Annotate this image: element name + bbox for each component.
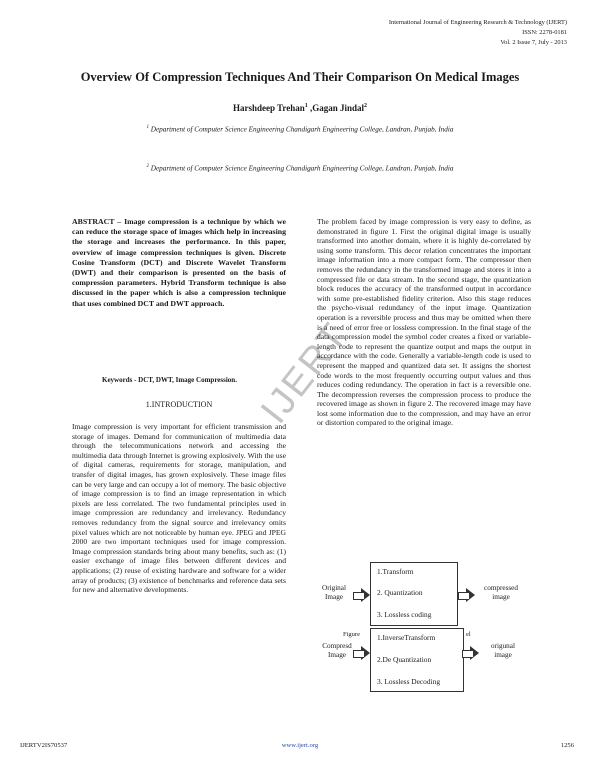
paper-title: Overview Of Compression Techniques And Their Comparison On Medical Images [80, 70, 520, 84]
diagram1-input-line1: Original [322, 584, 346, 592]
paper-id: IJERTV2IS70537 [20, 742, 68, 749]
author-line [0, 103, 600, 113]
keywords: Keywords - DCT, DWT, Image Compression. [102, 376, 237, 384]
diagram2-output-label [480, 642, 526, 660]
section-heading-introduction: 1.INTRODUCTION [145, 400, 213, 409]
step-transform: 1.Transform [377, 567, 414, 576]
diagram2-input-line1: Compresd [322, 642, 352, 650]
affiliation-2-text: Department of Computer Science Engineering Chandigarh Engineering College, Landran, Punjab, India [148, 164, 454, 173]
step-de-quantization: 2.De Quantization [377, 655, 432, 664]
affiliation-1-sup: 1 [146, 125, 149, 130]
author-1: Harshdeep Trehan [232, 103, 305, 113]
step-quantization: 2. Quantization [377, 588, 423, 597]
author-2: Gagan Jindal [312, 103, 365, 113]
arrow-right-icon [361, 646, 370, 660]
figure-caption-right: el [466, 631, 471, 638]
diagram1-output-line2: image [492, 593, 510, 601]
author-2-sup: 2 [364, 103, 368, 109]
compression-steps-box [370, 562, 458, 626]
affiliation-2 [0, 164, 600, 172]
step-lossless-coding: 3. Lossless coding [377, 610, 432, 619]
watermark: IJERT [253, 315, 357, 432]
diagram1-input-label [314, 584, 354, 602]
diagram2-output-line2: image [494, 651, 512, 659]
right-column-text: The problem faced by image compression is very easy to define, as demonstrated in figure 1. First the original digital image is usually transformed into another domain, where it is highly de-correlated by using some transform. This decor relation concentrates the important image information into a more compact form. The compressor then removes the redundancy in the transformed image and stores it into a compressed file or data stream. In the second stage, the quantization block reduces the accuracy of the transformed output in accordance with some pre-established fidelity criterion. Also this stage reduces the psycho-visual redundancy of the input image. Quantization operation is a reversible process and thus may be omitted when there is a need of error free or lossless compression. In the final stage of the data compression model the symbol coder creates a fixed or variable-length code to represent the quantize output and maps the output in accordance with the code. Generally a variable-length code is used to represent the mapped and quantized data set. It assigns the shortest code words to the most frequently occurring output values and thus reduces coding redundancy. The operation in fact is a reversible one. The decompression reverses the compression process to produce the recovered image as shown in figure 2. The recovered image may have lost some information due to the compression, and may have an error or distortion compared to the original image. [317, 217, 531, 428]
decompression-steps-box [370, 628, 464, 692]
affiliation-2-sup: 2 [146, 164, 149, 169]
journal-website-link[interactable]: www.ijert.org [281, 742, 319, 749]
affiliation-1-text: Department of Computer Science Engineering Chandigarh Engineering College, Landran, Punjab, India [148, 125, 454, 134]
issn: ISSN: 2278-0181 [522, 29, 567, 36]
figure-caption-left: Figure [343, 631, 360, 638]
diagram2-input-line2: Image [328, 651, 346, 659]
affiliation-1 [0, 125, 600, 133]
author-1-sup: 1 [304, 103, 308, 109]
step-inverse-transform: 1.InverseTransform [377, 633, 436, 642]
introduction-text: Image compression is very important for efficient transmission and storage of images. Demand for communication of multimedia data through the telecommunications network and accessing the multimedia data through Internet is growing explosively. With the use of digital cameras, requirements for storage, manipulation, and transfer of digital images, has grown explosively. These image files can be very large and can occupy a lot of memory. The basic objective of image compression is to find an image representation in which pixels are less correlated. The two fundamental principles used in image compression are redundancy and irrelevancy. Redundancy removes redundancy from the signal source and irrelevancy omits pixel values which are not noticeable by human eye. JPEG and JPEG 2000 are two important techniques used for image compression. Image compression standards bring about many benefits, such as: (1) easier exchange of image files between different devices and applications; (2) reuse of existing hardware and software for a wider array of products; (3) existence of benchmarks and reference data sets for new and alternative developments. [72, 422, 286, 595]
volume-issue: Vol. 2 Issue 7, July - 2013 [500, 39, 567, 46]
step-lossless-decoding: 3. Lossless Decoding [377, 677, 441, 686]
diagram1-output-label [474, 584, 528, 602]
abstract: ABSTRACT – Image compression is a technique by which we can reduce the storage space of images which help in increasing the storage and increases the performance. In this paper, overview of image compression techniques is given. Discrete Cosine Transform (DCT) and Discrete Wavelet Transform (DWT) and their comparison is presented on the basis of compression parameters. Hybrid Transform technique is also discussed in the paper which is also a compression technique that uses combined DCT and DWT approach. [72, 217, 286, 308]
arrow-right-icon [361, 588, 370, 602]
arrow-right-icon [470, 646, 479, 660]
diagram1-output-line1: compressed [484, 584, 518, 592]
page-number: 1256 [560, 742, 574, 749]
diagram1-input-line2: Image [325, 593, 343, 601]
diagram2-output-line1: origunal [491, 642, 515, 650]
author-separator: , [307, 103, 313, 113]
journal-name: International Journal of Engineering Research & Technology (IJERT) [388, 19, 567, 26]
